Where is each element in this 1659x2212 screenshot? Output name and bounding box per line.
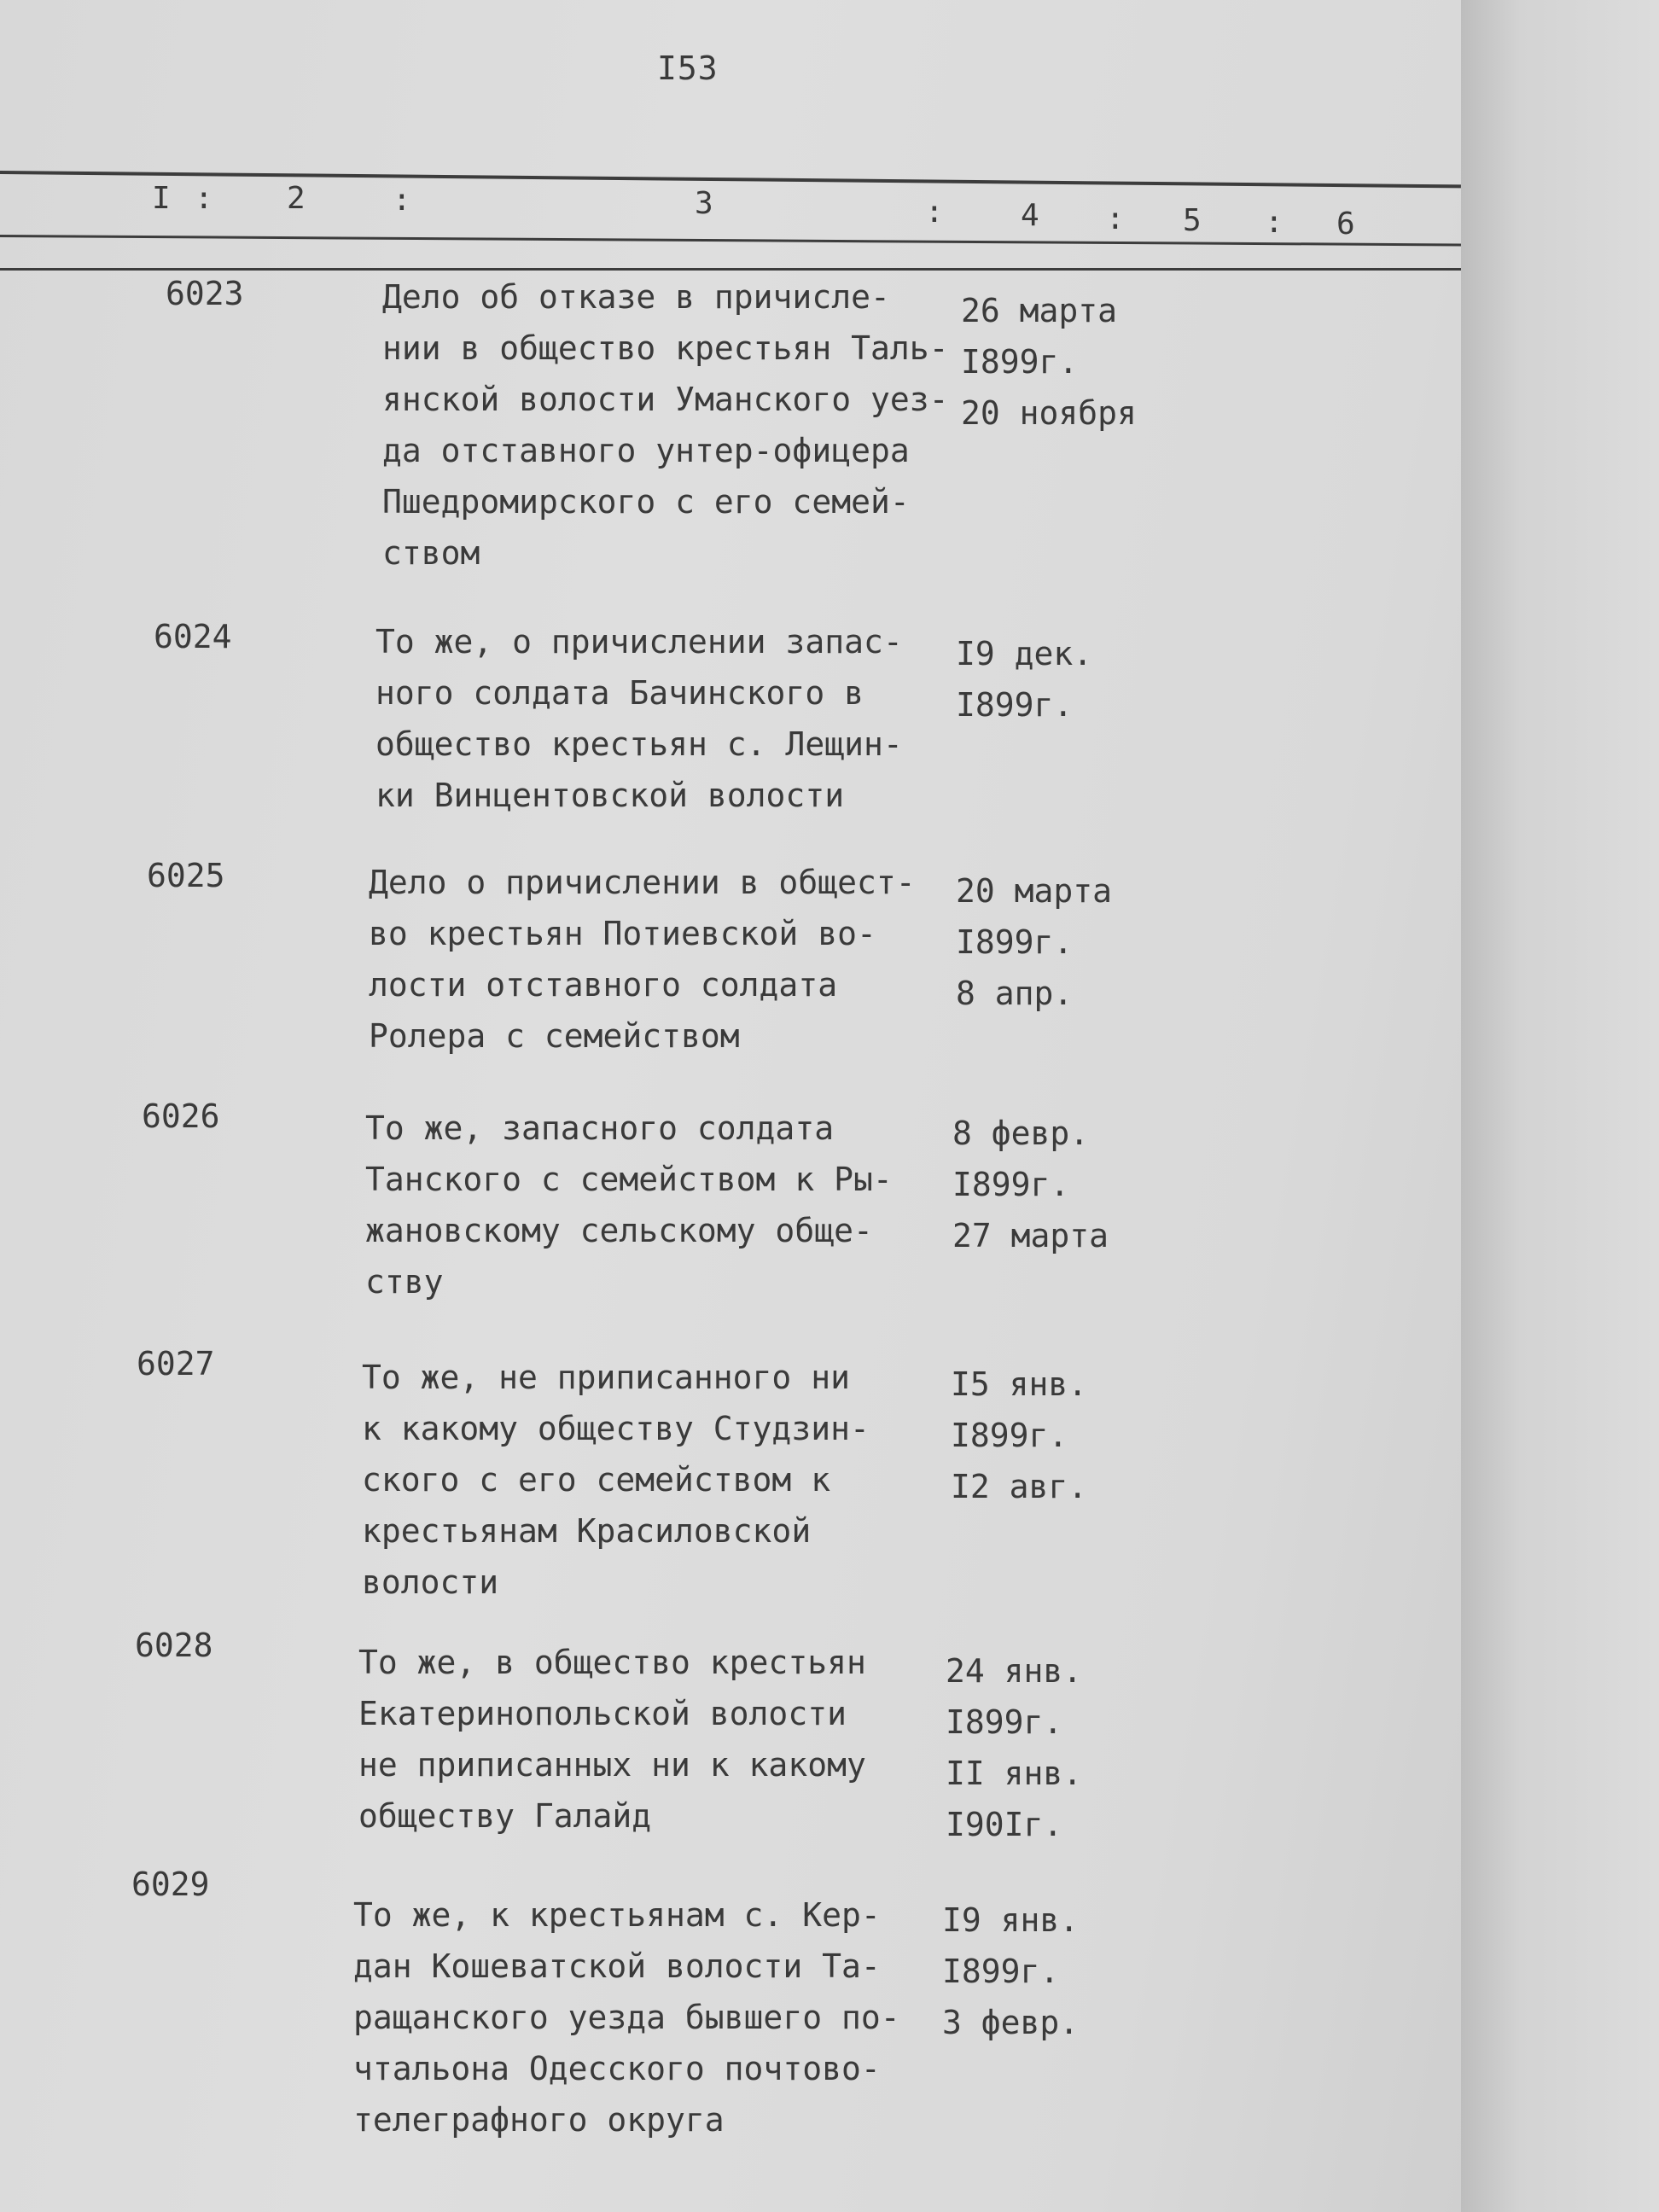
background-page-edge — [1461, 0, 1659, 2212]
header-top-rule — [0, 171, 1461, 188]
entry-dates: 26 марта I899г. 20 ноября — [961, 292, 1137, 432]
column-number-3: 3 — [695, 186, 713, 221]
column-number-2: 2 — [287, 181, 306, 216]
entry-dates: 24 янв. I899г. II янв. I90Iг. — [946, 1652, 1083, 1843]
column-number-1: I — [152, 181, 171, 216]
entry-title: То же, к крестьянам с. Кер- дан Кошеватской волости Та- ращанского уезда бывшего по- чтальона Одесского почтово- телеграфного округа — [353, 1896, 900, 2139]
column-number-5: 5 — [1183, 203, 1202, 238]
column-separator: : — [195, 181, 213, 216]
entry-dates: I5 янв. I899г. I2 авг. — [951, 1365, 1088, 1505]
entry-dates: 20 марта I899г. 8 апр. — [956, 872, 1113, 1012]
entry-dates: I9 дек. I899г. — [956, 635, 1093, 724]
column-separator: : — [393, 183, 411, 218]
column-number-4: 4 — [1021, 198, 1039, 233]
entry-number: 6028 — [135, 1627, 213, 1664]
entry-title: То же, о причислении запас- ного солдата Бачинского в общество крестьян с. Лещин- ки Винцентовской волости — [375, 623, 903, 814]
entry-title: Дело о причислении в общест- во крестьян Потиевской во- лости отставного солдата Ролера с семейством — [369, 864, 916, 1055]
column-number-6: 6 — [1336, 207, 1355, 242]
entry-title: Дело об отказе в причисле- нии в общество крестьян Таль- янской волости Уманского уез- да отставного унтер-офицера Пшедромирского с его семей- ством — [382, 278, 949, 572]
entry-number: 6023 — [166, 275, 244, 312]
entry-number: 6024 — [154, 618, 232, 655]
entry-title: То же, не приписанного ни к какому обществу Студзин- ского с его семейством к крестьянам Красиловской волости — [362, 1359, 870, 1601]
page-number: I53 — [657, 49, 719, 87]
entry-number: 6029 — [131, 1866, 210, 1903]
entry-dates: I9 янв. I899г. 3 февр. — [942, 1901, 1080, 2041]
column-separator: : — [1106, 201, 1125, 236]
header-bottom-rule — [0, 268, 1461, 271]
entry-number: 6027 — [137, 1345, 215, 1382]
entry-number: 6025 — [147, 857, 225, 894]
entry-title: То же, в общество крестьян Екатеринопольской волости не приписанных ни к какому обществу Галайд — [358, 1644, 866, 1835]
column-separator: : — [1265, 205, 1284, 240]
entry-dates: 8 февр. I899г. 27 марта — [952, 1115, 1109, 1254]
header-middle-rule — [0, 235, 1461, 246]
entry-title: То же, запасного солдата Танского с семейством к Ры- жановскому сельскому обще- ству — [365, 1109, 893, 1301]
column-separator: : — [925, 195, 944, 230]
entry-number: 6026 — [142, 1097, 220, 1135]
